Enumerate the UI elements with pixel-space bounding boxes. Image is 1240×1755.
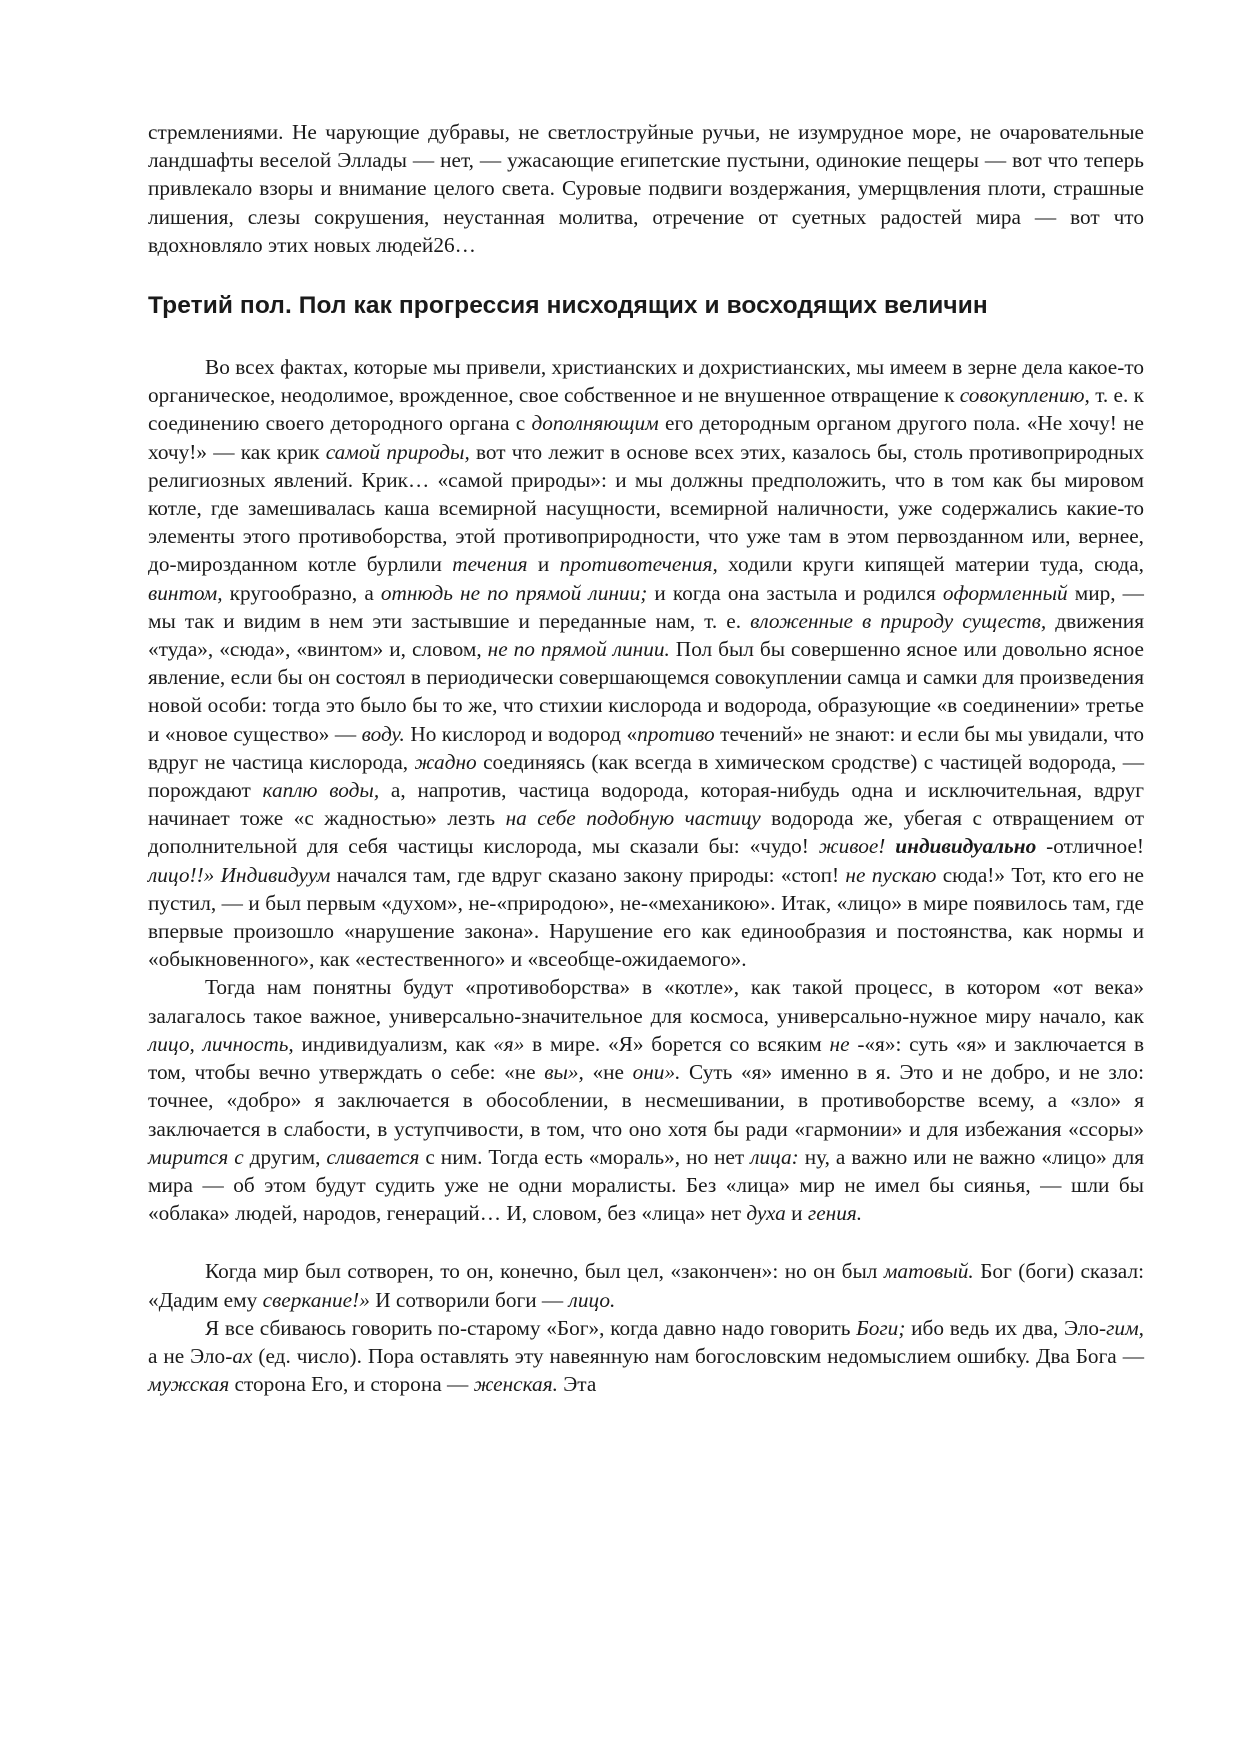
paragraph-gap [148,1227,1144,1257]
paragraph-2: Тогда нам понятны будут «противоборства» в «котле», как такой процесс, в котором «от века» залагалось такое важное, универсально-значительное для космоса, универсально-нужное миру начало, как лицо, личность, индивидуализм, как «я» в мире. «Я» борется со всяким не -«я»: суть «я» и заключается в том, чтобы вечно утверждать о себе: «не вы», «не они». Суть «я» именно в я. Это и не добро, и не зло: точнее, «добро» я заключается в обособлении, в несмешивании, в противоборстве всему, а «зло» я заключается в слабости, в уступчивости, в том, что оно хотя бы ради «гармонии» и для избежания «ссоры» мирится с другим, сливается с ним. Тогда есть «мораль», но нет лица: ну, а важно или не важно «лицо» для мира — об этом будут судить уже не одни моралисты. Без «лица» мир не имел бы сиянья, — шли бы «облака» людей, народов, генераций… И, словом, без «лица» нет духа и гения. [148,975,1145,1226]
paragraph-intro: стремлениями. Не чарующие дубравы, не светлоструйные ручьи, не изумрудное море, не очаровательные ландшафты веселой Эллады — нет, — ужасающие египетские пустыни, одинокие пещеры — вот что теперь привлекало взоры и внимание целого света. Суровые подвиги воздержания, умерщвления плоти, страшные лишения, слезы сокрушения, неустанная молитва, отречение от суетных радостей мира — вот что вдохновляло этих новых людей26… [148,120,1144,257]
section-heading: Третий пол. Пол как прогрессия нисходящих и восходящих величин [148,292,988,320]
paragraph-4: Я все сбиваюсь говорить по-старому «Бог», когда давно надо говорить Боги; ибо ведь их два, Эло-гим, а не Эло-ах (ед. число). Пора оставлять эту навеянную нам богословским недомыслием ошибку. Два Бога — мужская сторона Его, и сторона — женская. Эта [148,1315,1144,1397]
paragraph-1: Во всех фактах, которые мы привели, христианских и дохристианских, мы имеем в зерне дела какое-то органическое, неодолимое, врожденное, свое собственное и не внушенное отвращение к совокуплению, т. е. к соединению своего детородного органа с дополняющим его детородным органом другого пола. «Не хочу! не хочу!» — как крик самой природы, вот что лежит в основе всех этих, казалось бы, столь противоприродных религиозных явлений. Крик… «самой природы»: и мы должны предположить, что в том как бы мировом котле, где замешивалась каша всемирной насущности, всемирной наличности, уже содержались какие-то элементы этого противоборства, этой противоприродности, что уже там в этом первозданном или, вернее, до-мирозданном котле бурлили течения и противотечения, ходили круги кипящей материи туда, сюда, винтом, кругообразно, а отнюдь не по прямой линии; и когда она застыла и родился оформленный мир, — мы так и видим в нем эти застывшие и переданные нам, т. е. вложенные в природу существ, движения «туда», «сюда», «винтом» и, словом, не по прямой линии. Пол был бы совершенно ясное или довольно ясное явление, если бы он состоял в периодически совершающемся совокуплении самца и самки для произведения новой особи: тогда это было бы то же, что стихии кислорода и водорода, образующие «в соединении» третье и «новое существо» — воду. Но кислород и водород «противо течений» не знают: и если бы мы увидали, что вдруг не частица кислорода, жадно соединяясь (как всегда в химическом сродстве) с частицей водорода, — порождают каплю воды, а, напротив, частица водорода, которая-нибудь одна и исключительная, вдруг начинает тоже «с жадностью» лезть на себе подобную частицу водорода же, убегая с отвращением от дополнительной для себя частицы кислорода, мы сказали бы: «чудо! живое! индивидуально -отличное! лицо!!» Индивидуум начался там, где вдруг сказано закону природы: «стоп! не пускаю сюда!» Тот, кто его не пустил, — и был первым «духом», не-«природою», не-«механикою». Итак, «лицо» в мире появилось там, где впервые произошло «нарушение закона». Нарушение его как единообразия и постоянства, как нормы и «обыкновенного», как «естественного» и «всеобще-ожидаемого». [148,355,1145,972]
document-page [148,118,1144,1398]
paragraph-3: Когда мир был сотворен, то он, конечно, был цел, «закончен»: но он был матовый. Бог (боги) сказал: «Дадим ему сверкание!» И сотворили боги — лицо. [148,1259,1144,1312]
